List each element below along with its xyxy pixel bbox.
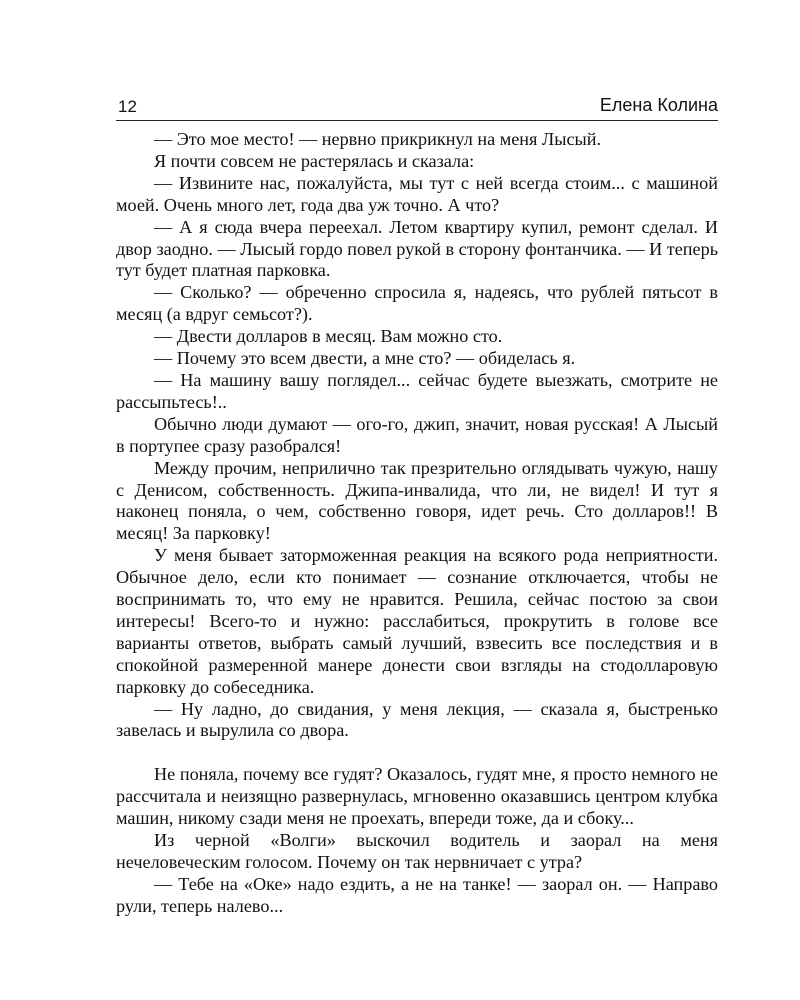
paragraph: Я почти совсем не растерялась и сказала: — [154, 150, 475, 171]
paragraph: — На машину вашу поглядел... сейчас будете выезжать, смотрите не рассыпьтесь!.. — [116, 369, 718, 412]
running-head — [116, 94, 718, 121]
paragraph: — Двести долларов в месяц. Вам можно сто. — [154, 326, 503, 347]
paragraph: Обычно люди думают — ого-го, джип, значит, новая русская! А Лысый в портупее сразу разобрался! — [116, 413, 718, 456]
paragraph: — Ну ладно, до свидания, у меня лекция, — сказала я, быстренько завелась и вырулила со двора. — [116, 698, 718, 741]
paragraph: — Тебе на «Оке» надо ездить, а не на танке! — заорал он. — Направо рули, теперь налево... — [116, 873, 718, 916]
paragraph: Между прочим, неприлично так презрительно оглядывать чужую, нашу с Денисом, собственность. Джипа-инвалида, что ли, не видел! И тут я наконец поняла, о чем, собственно говоря, идет речь. Сто долларов!! В месяц! За парковку! — [116, 457, 718, 544]
text-body — [116, 129, 718, 918]
paragraph: У меня бывает заторможенная реакция на всякого рода неприятности. Обычное дело, если кто понимает — сознание отключается, чтобы не воспринимать то, что ему не нравится. Решила, сейчас постою за свои интересы! Всего-то и нужно: расслабиться, прокрутить в голове все варианты ответов, выбрать самый лучший, взвесить все последствия и в спокойной размеренной манере донести свои взгляды на стодолларовую парковку до собеседника. — [116, 545, 718, 697]
page-number: 12 — [118, 97, 137, 116]
paragraph: — Сколько? — обреченно спросила я, надеясь, что рублей пятьсот в месяц (а вдруг семьсот?). — [116, 282, 718, 325]
paragraph: — А я сюда вчера переехал. Летом квартиру купил, ремонт сделал. И двор заодно. — Лысый гордо повел рукой в сторону фонтанчика. — И теперь тут будет платная парковка. — [116, 216, 718, 281]
paragraph: Не поняла, почему все гудят? Оказалось, гудят мне, я просто немного не рассчитала и неизящно развернулась, мгновенно оказавшись центром клубка машин, никому сзади меня не проехать, впереди тоже, да и сбоку... — [116, 764, 718, 829]
paragraph: — Это мое место! — нервно прикрикнул на меня Лысый. — [154, 129, 602, 149]
paragraph: — Извините нас, пожалуйста, мы тут с ней всегда стоим... с машиной моей. Очень много лет, года два уж точно. А что? — [116, 172, 718, 215]
paragraph: — Почему это всем двести, а мне сто? — обиделась я. — [154, 348, 576, 369]
book-author: Елена Колина — [599, 95, 718, 115]
paragraph: Из черной «Волги» выскочил водитель и заорал на меня нечеловеческим голосом. Почему он так нервничает с утра? — [116, 830, 718, 872]
